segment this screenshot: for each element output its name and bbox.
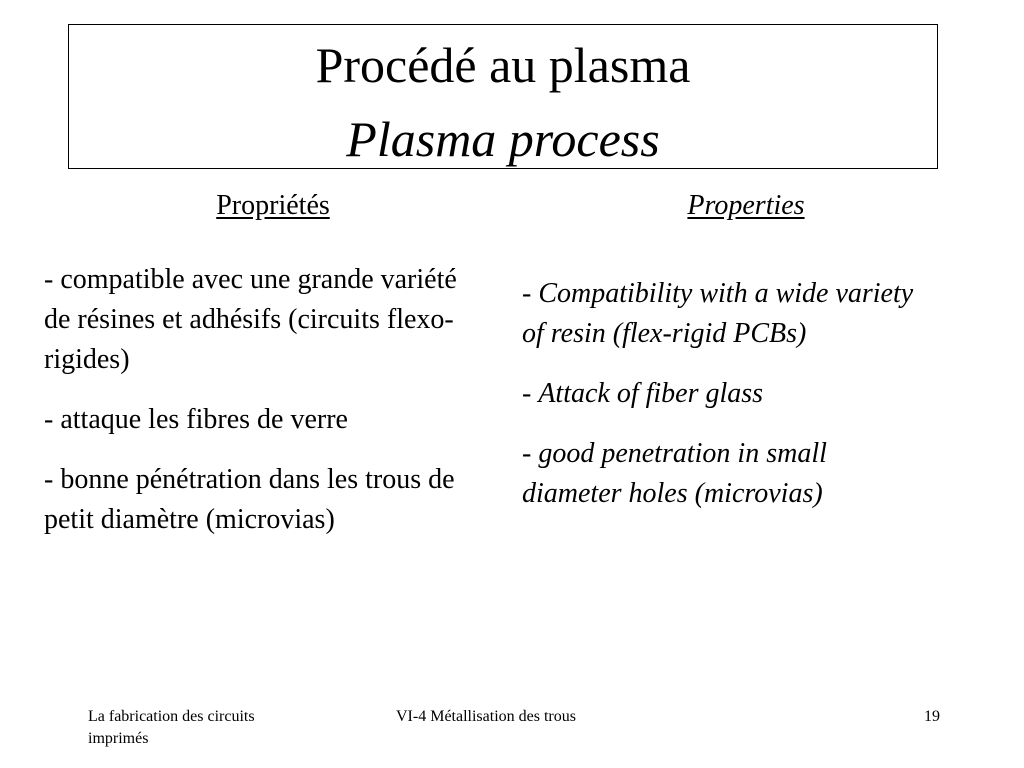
slide-title-french: Procédé au plasma <box>315 37 691 93</box>
bullet-dash: - <box>44 264 61 295</box>
bullet-text: Compatibility with a wide variety of resin (flex-rigid PCBs) <box>522 278 914 349</box>
list-item <box>44 260 474 380</box>
footer-page-number: 19 <box>924 708 940 725</box>
bullet-text: Attack of fiber glass <box>538 378 764 409</box>
title-box <box>68 24 938 169</box>
english-bullet-list <box>522 274 932 534</box>
bullet-dash: - <box>522 438 539 469</box>
bullet-dash: - <box>522 378 539 409</box>
bullet-text: attaque les fibres de verre <box>60 404 348 435</box>
list-item <box>522 274 932 354</box>
bullet-text: good penetration in small diameter holes (microvias) <box>522 438 827 509</box>
footer-chapter: VI-4 Métallisation des trous <box>396 708 576 725</box>
french-bullet-list <box>44 260 474 560</box>
bullet-dash: - <box>44 464 61 495</box>
list-item <box>522 374 932 414</box>
list-item <box>44 460 474 540</box>
bullet-dash: - <box>44 404 61 435</box>
slide-title-english: Plasma process <box>346 111 660 167</box>
list-item <box>522 434 932 514</box>
bullet-text: compatible avec une grande variété de résines et adhésifs (circuits flexo-rigides) <box>44 264 457 375</box>
bullet-dash: - <box>522 278 539 309</box>
bullet-text: bonne pénétration dans les trous de petit diamètre (microvias) <box>44 464 455 535</box>
list-item <box>44 400 474 440</box>
heading-properties: Properties <box>687 190 805 221</box>
footer-course-title: La fabrication des circuits imprimés <box>88 708 255 747</box>
heading-proprietes: Propriétés <box>216 190 330 221</box>
